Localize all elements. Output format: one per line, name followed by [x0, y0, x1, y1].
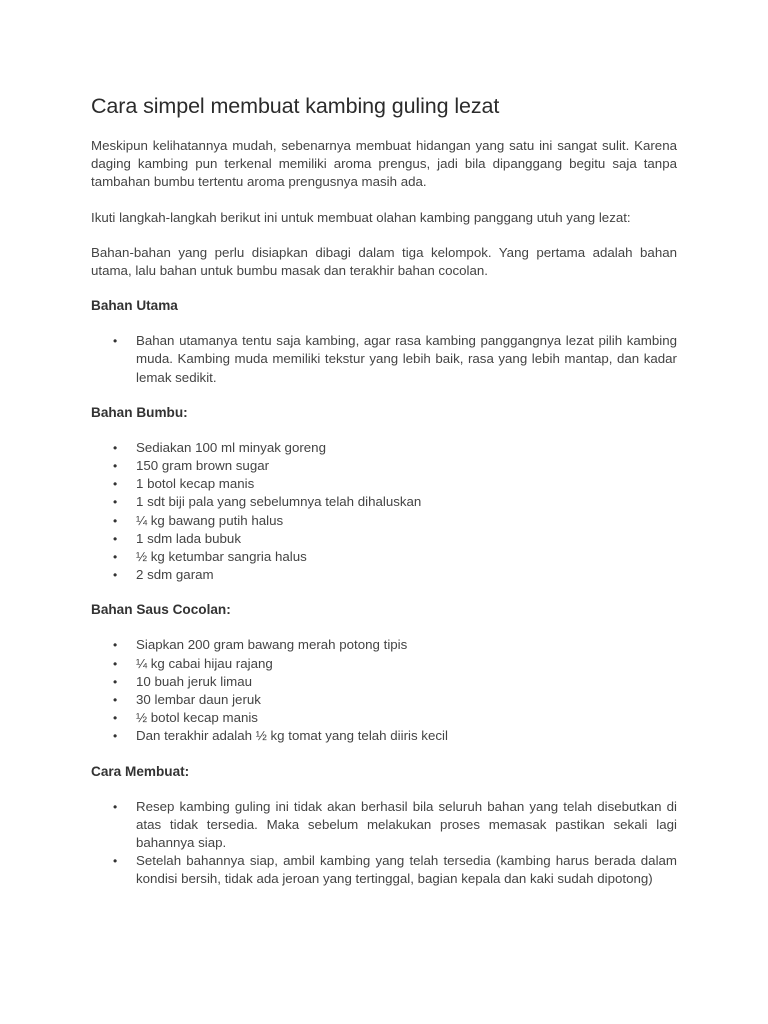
- list-item: [91, 439, 677, 457]
- list-item: [91, 457, 677, 475]
- bullet-icon: •: [113, 729, 118, 744]
- list-item: [91, 530, 677, 548]
- bullet-icon: •: [113, 477, 118, 492]
- intro-paragraph-2: Ikuti langkah-langkah berikut ini untuk membuat olahan kambing panggang utuh yang lezat:: [91, 209, 631, 225]
- bullet-icon: •: [113, 693, 118, 708]
- list-item-text: 1 sdm lada bubuk: [136, 530, 241, 546]
- list-item: [91, 655, 677, 673]
- bullet-icon: •: [113, 656, 118, 671]
- section-heading-bahan-bumbu: Bahan Bumbu:: [91, 404, 188, 420]
- bullet-icon: •: [113, 711, 118, 726]
- document-title: Cara simpel membuat kambing guling lezat: [91, 94, 500, 118]
- bahan-bumbu-list: [91, 439, 677, 585]
- bullet-icon: •: [113, 550, 118, 565]
- bullet-icon: •: [113, 638, 118, 653]
- bahan-saus-cocolan-list: [91, 636, 677, 745]
- list-item-text: Resep kambing guling ini tidak akan berhasil bila seluruh bahan yang telah disebutkan di atas tidak tersedia. Maka sebelum melakukan proses memasak pastikan sekali lagi bahannya siap.: [136, 798, 677, 851]
- bullet-icon: •: [113, 854, 118, 869]
- list-item-text: Siapkan 200 gram bawang merah potong tipis: [136, 637, 408, 653]
- bullet-icon: •: [113, 568, 118, 583]
- section-heading-bahan-saus-cocolan: Bahan Saus Cocolan:: [91, 602, 231, 618]
- list-item-text: 1 botol kecap manis: [136, 476, 255, 492]
- list-item: [91, 691, 677, 709]
- bullet-icon: •: [113, 674, 118, 689]
- list-item: [91, 475, 677, 493]
- list-item-text: Dan terakhir adalah ½ kg tomat yang telah diiris kecil: [136, 728, 448, 744]
- list-item-text: 10 buah jeruk limau: [136, 673, 253, 689]
- list-item: [91, 709, 677, 727]
- list-item: [91, 798, 677, 853]
- section-heading-cara-membuat: Cara Membuat:: [91, 763, 190, 779]
- list-item: [91, 548, 677, 566]
- list-item: [91, 566, 677, 584]
- list-item-text: 150 gram brown sugar: [136, 458, 270, 474]
- bullet-icon: •: [113, 334, 118, 349]
- list-item: [91, 636, 677, 654]
- list-item: [91, 852, 677, 888]
- list-item: [91, 512, 677, 530]
- bullet-icon: •: [113, 799, 118, 814]
- intro-paragraph-1: Meskipun kelihatannya mudah, sebenarnya membuat hidangan yang satu ini sangat sulit. Karena daging kambing pun terkenal memiliki aroma prengus, jadi bila dipanggang begitu saja tanpa tambahan bumbu tertentu aroma prengusnya masih ada.: [91, 138, 677, 190]
- bullet-icon: •: [113, 440, 118, 455]
- list-item: [91, 727, 677, 745]
- document-page: [91, 92, 677, 906]
- list-item-text: 2 sdm garam: [136, 567, 214, 583]
- list-item-text: ¼ kg bawang putih halus: [136, 512, 284, 528]
- list-item: [91, 673, 677, 691]
- list-item-text: ½ botol kecap manis: [136, 710, 258, 726]
- intro-paragraph-3: Bahan-bahan yang perlu disiapkan dibagi dalam tiga kelompok. Yang pertama adalah bahan utama, lalu bahan untuk bumbu masak dan terakhir bahan cocolan.: [91, 244, 677, 279]
- bullet-icon: •: [113, 513, 118, 528]
- list-item-text: Sediakan 100 ml minyak goreng: [136, 439, 326, 455]
- bahan-utama-list: [91, 332, 677, 387]
- list-item: [91, 332, 677, 387]
- section-heading-bahan-utama: Bahan Utama: [91, 298, 178, 314]
- bullet-icon: •: [113, 495, 118, 510]
- list-item-text: ½ kg ketumbar sangria halus: [136, 549, 307, 565]
- list-item-text: 1 sdt biji pala yang sebelumnya telah dihaluskan: [136, 494, 422, 510]
- cara-membuat-list: [91, 798, 677, 889]
- list-item: [91, 493, 677, 511]
- bullet-icon: •: [113, 531, 118, 546]
- bullet-icon: •: [113, 459, 118, 474]
- list-item-text: ¼ kg cabai hijau rajang: [136, 655, 273, 671]
- list-item-text: Bahan utamanya tentu saja kambing, agar rasa kambing panggangnya lezat pilih kambing muda. Kambing muda memiliki tekstur yang lebih baik, rasa yang lebih mantap, dan kadar lemak sedikit.: [136, 333, 677, 385]
- list-item-text: 30 lembar daun jeruk: [136, 692, 261, 708]
- list-item-text: Setelah bahannya siap, ambil kambing yang telah tersedia (kambing harus berada dalam kondisi bersih, tidak ada jeroan yang tertinggal, bagian kepala dan kaki sudah dipotong): [136, 853, 677, 887]
